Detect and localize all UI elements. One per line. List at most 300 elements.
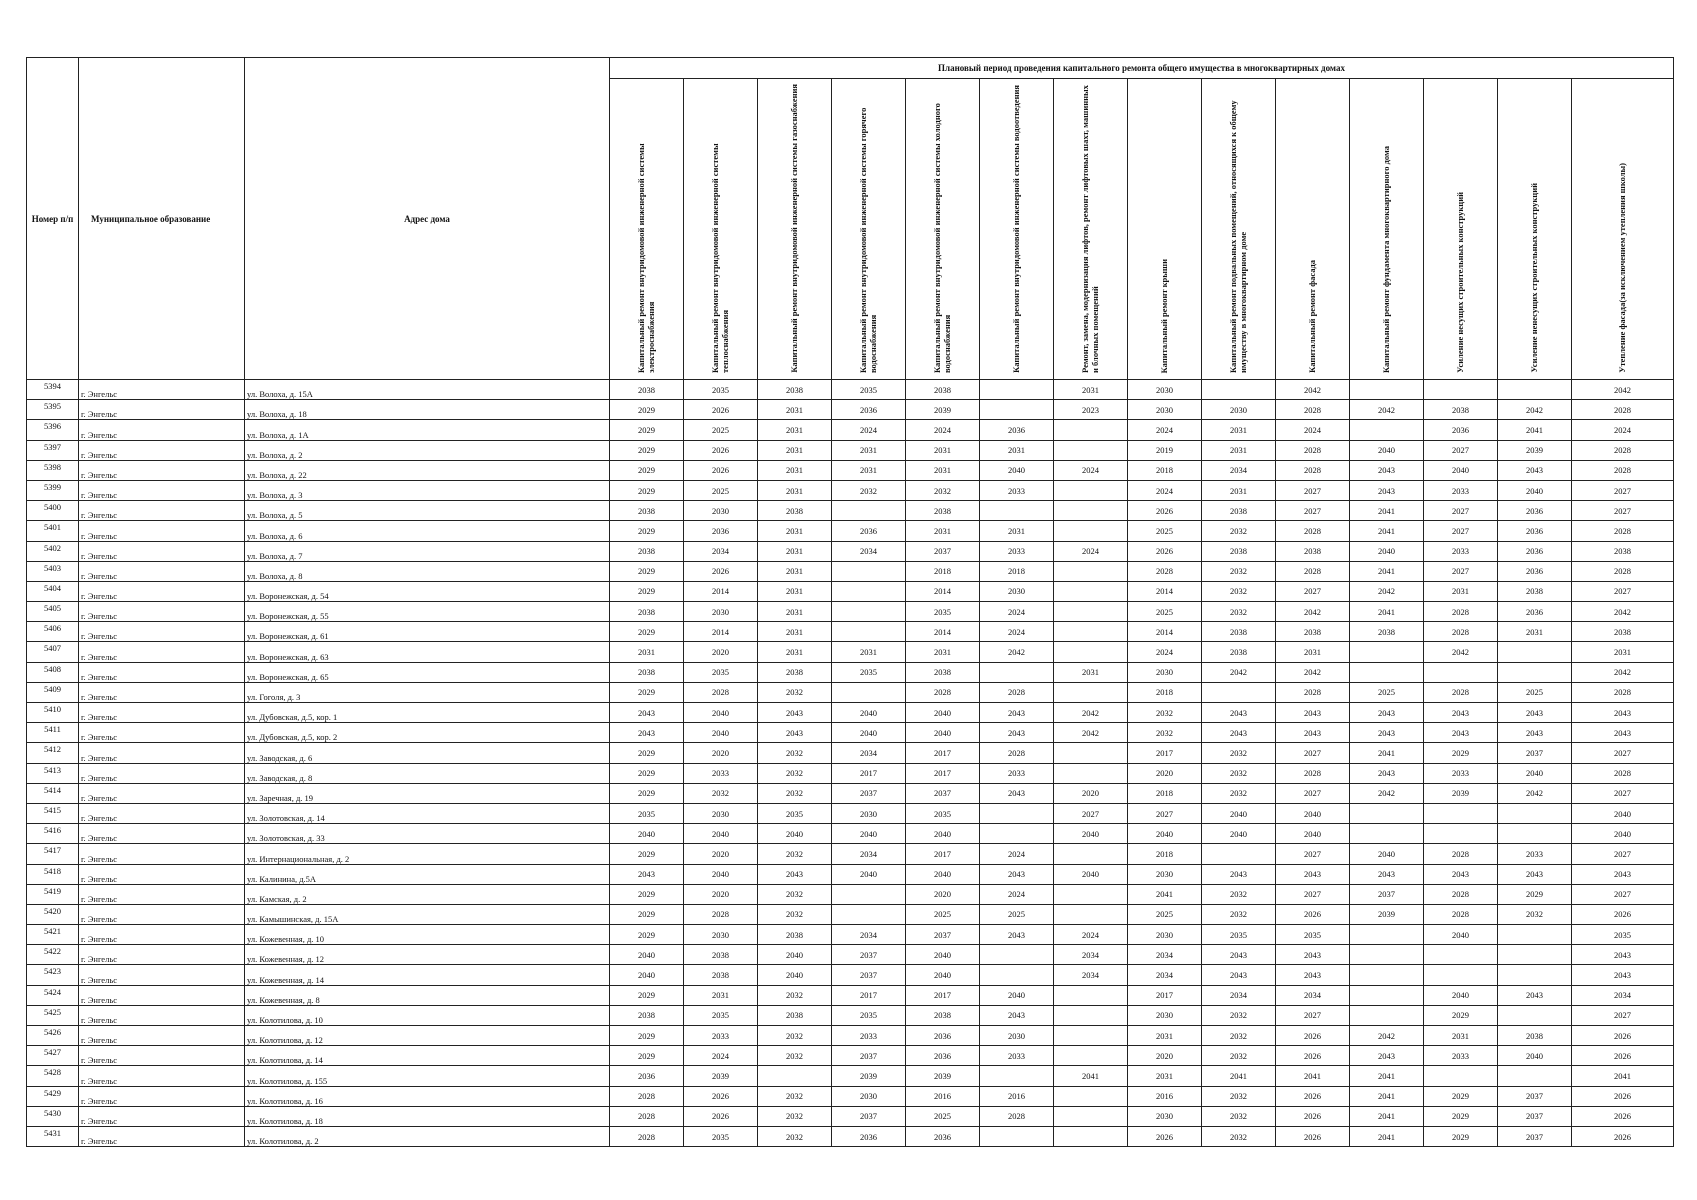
year-cell: 2014 xyxy=(906,581,980,601)
year-cell: 2030 xyxy=(1128,864,1202,884)
municipality-cell: г. Энгельс xyxy=(79,380,245,400)
year-cell: 2025 xyxy=(1128,904,1202,924)
year-cell: 2040 xyxy=(1424,925,1498,945)
year-cell: 2043 xyxy=(1276,723,1350,743)
year-cell: 2028 xyxy=(1276,400,1350,420)
year-cell xyxy=(1054,1086,1128,1106)
row-number: 5417 xyxy=(27,844,79,864)
municipality-cell: г. Энгельс xyxy=(79,662,245,682)
municipality-cell: г. Энгельс xyxy=(79,884,245,904)
year-cell xyxy=(1054,985,1128,1005)
year-cell: 2039 xyxy=(832,1066,906,1086)
year-cell: 2040 xyxy=(1054,824,1128,844)
row-number: 5398 xyxy=(27,460,79,480)
year-cell: 2017 xyxy=(832,763,906,783)
year-cell: 2035 xyxy=(1202,925,1276,945)
year-cell: 2033 xyxy=(980,541,1054,561)
year-cell: 2040 xyxy=(1424,985,1498,1005)
row-number: 5426 xyxy=(27,1026,79,1046)
year-cell: 2031 xyxy=(1128,1066,1202,1086)
year-cell xyxy=(1424,824,1498,844)
year-cell: 2037 xyxy=(1350,884,1424,904)
year-cell: 2034 xyxy=(832,541,906,561)
year-cell: 2035 xyxy=(684,380,758,400)
year-cell: 2029 xyxy=(610,743,684,763)
year-cell: 2024 xyxy=(1572,420,1674,440)
address-cell: ул. Волоха, д. 22 xyxy=(245,460,610,480)
year-cell: 2038 xyxy=(1202,642,1276,662)
year-cell: 2041 xyxy=(1350,1066,1424,1086)
year-cell xyxy=(1054,1046,1128,1066)
year-cell xyxy=(1054,743,1128,763)
year-cell xyxy=(1498,1066,1572,1086)
year-cell: 2027 xyxy=(1572,501,1674,521)
year-cell xyxy=(980,824,1054,844)
year-cell: 2031 xyxy=(1054,662,1128,682)
year-cell: 2028 xyxy=(1276,440,1350,460)
year-cell: 2029 xyxy=(610,1046,684,1066)
year-cell: 2037 xyxy=(906,783,980,803)
year-cell: 2035 xyxy=(832,1005,906,1025)
year-cell: 2024 xyxy=(980,622,1054,642)
address-cell: ул. Колотилова, д. 14 xyxy=(245,1046,610,1066)
year-cell: 2018 xyxy=(906,561,980,581)
header-work-label: Капитальный ремонт внутридомовой инженерной системы электроснабжения xyxy=(635,143,656,373)
year-cell: 2032 xyxy=(758,682,832,702)
address-cell: ул. Интернациональная, д. 2 xyxy=(245,844,610,864)
year-cell: 2027 xyxy=(1572,743,1674,763)
year-cell: 2032 xyxy=(758,1046,832,1066)
year-cell xyxy=(1498,662,1572,682)
year-cell xyxy=(832,581,906,601)
year-cell: 2018 xyxy=(1128,460,1202,480)
year-cell: 2031 xyxy=(758,622,832,642)
row-number: 5421 xyxy=(27,925,79,945)
year-cell: 2032 xyxy=(832,480,906,500)
year-cell: 2027 xyxy=(1572,844,1674,864)
municipality-cell: г. Энгельс xyxy=(79,501,245,521)
year-cell: 2025 xyxy=(684,420,758,440)
table-row xyxy=(27,844,1674,864)
year-cell: 2028 xyxy=(610,1126,684,1146)
table-row xyxy=(27,541,1674,561)
municipality-cell: г. Энгельс xyxy=(79,1086,245,1106)
year-cell: 2026 xyxy=(1276,1106,1350,1126)
year-cell: 2035 xyxy=(906,602,980,622)
year-cell: 2034 xyxy=(832,925,906,945)
year-cell: 2032 xyxy=(1202,561,1276,581)
year-cell xyxy=(1054,1026,1128,1046)
year-cell: 2032 xyxy=(1202,581,1276,601)
year-cell: 2018 xyxy=(1128,682,1202,702)
year-cell: 2032 xyxy=(1202,783,1276,803)
year-cell: 2032 xyxy=(758,783,832,803)
table-row xyxy=(27,703,1674,723)
year-cell: 2034 xyxy=(1054,965,1128,985)
year-cell: 2030 xyxy=(1128,1106,1202,1126)
year-cell: 2031 xyxy=(1128,1026,1202,1046)
address-cell: ул. Волоха, д. 7 xyxy=(245,541,610,561)
year-cell: 2031 xyxy=(610,642,684,662)
table-row xyxy=(27,581,1674,601)
year-cell: 2024 xyxy=(832,420,906,440)
year-cell: 2040 xyxy=(832,824,906,844)
year-cell: 2034 xyxy=(1128,945,1202,965)
year-cell: 2029 xyxy=(610,440,684,460)
year-cell xyxy=(1350,642,1424,662)
table-row xyxy=(27,925,1674,945)
year-cell xyxy=(1054,682,1128,702)
year-cell: 2042 xyxy=(1498,783,1572,803)
year-cell: 2024 xyxy=(1054,925,1128,945)
year-cell: 2039 xyxy=(1498,440,1572,460)
year-cell: 2029 xyxy=(610,985,684,1005)
year-cell xyxy=(980,380,1054,400)
year-cell: 2026 xyxy=(684,1086,758,1106)
capital-repair-plan-table xyxy=(26,57,1674,1147)
row-number: 5431 xyxy=(27,1126,79,1146)
year-cell: 2027 xyxy=(1424,440,1498,460)
row-number: 5413 xyxy=(27,763,79,783)
year-cell: 2037 xyxy=(1498,1126,1572,1146)
year-cell: 2041 xyxy=(1202,1066,1276,1086)
year-cell: 2014 xyxy=(1128,581,1202,601)
table-row xyxy=(27,682,1674,702)
year-cell: 2037 xyxy=(1498,743,1572,763)
year-cell: 2032 xyxy=(758,743,832,763)
address-cell: ул. Камская, д. 2 xyxy=(245,884,610,904)
year-cell: 2034 xyxy=(832,743,906,763)
table-row xyxy=(27,723,1674,743)
year-cell: 2020 xyxy=(684,743,758,763)
address-cell: ул. Воронежская, д. 54 xyxy=(245,581,610,601)
row-number: 5414 xyxy=(27,783,79,803)
year-cell: 2026 xyxy=(1572,904,1674,924)
year-cell: 2031 xyxy=(684,985,758,1005)
year-cell: 2028 xyxy=(1128,561,1202,581)
year-cell: 2037 xyxy=(906,541,980,561)
year-cell: 2031 xyxy=(758,581,832,601)
table-row xyxy=(27,440,1674,460)
year-cell: 2032 xyxy=(1128,703,1202,723)
year-cell: 2030 xyxy=(1128,925,1202,945)
year-cell xyxy=(1054,561,1128,581)
table-row xyxy=(27,380,1674,400)
year-cell: 2039 xyxy=(1424,783,1498,803)
year-cell: 2038 xyxy=(758,925,832,945)
municipality-cell: г. Энгельс xyxy=(79,743,245,763)
header-municipality: Муниципальное образование xyxy=(79,58,245,380)
year-cell: 2040 xyxy=(980,460,1054,480)
year-cell: 2032 xyxy=(758,763,832,783)
year-cell xyxy=(980,945,1054,965)
row-number: 5410 xyxy=(27,703,79,723)
year-cell: 2028 xyxy=(1424,602,1498,622)
address-cell: ул. Заводская, д. 6 xyxy=(245,743,610,763)
year-cell: 2040 xyxy=(758,965,832,985)
table-row xyxy=(27,824,1674,844)
year-cell: 2036 xyxy=(906,1126,980,1146)
row-number: 5418 xyxy=(27,864,79,884)
table-row xyxy=(27,945,1674,965)
year-cell: 2020 xyxy=(684,642,758,662)
year-cell: 2027 xyxy=(1128,803,1202,823)
year-cell: 2042 xyxy=(1350,581,1424,601)
year-cell: 2031 xyxy=(758,440,832,460)
address-cell: ул. Камышинская, д. 15А xyxy=(245,904,610,924)
row-number: 5427 xyxy=(27,1046,79,1066)
year-cell: 2038 xyxy=(610,380,684,400)
table-row xyxy=(27,743,1674,763)
year-cell: 2038 xyxy=(1202,541,1276,561)
year-cell: 2038 xyxy=(1276,541,1350,561)
municipality-cell: г. Энгельс xyxy=(79,521,245,541)
year-cell: 2027 xyxy=(1572,581,1674,601)
year-cell: 2040 xyxy=(1054,864,1128,884)
year-cell: 2026 xyxy=(1572,1046,1674,1066)
address-cell: ул. Волоха, д. 2 xyxy=(245,440,610,460)
year-cell: 2028 xyxy=(1276,460,1350,480)
year-cell: 2040 xyxy=(1498,763,1572,783)
year-cell: 2026 xyxy=(1572,1106,1674,1126)
year-cell: 2027 xyxy=(1276,501,1350,521)
year-cell: 2040 xyxy=(906,723,980,743)
header-work-11 xyxy=(1350,79,1424,380)
year-cell: 2040 xyxy=(1498,480,1572,500)
year-cell: 2043 xyxy=(980,723,1054,743)
year-cell: 2040 xyxy=(1202,824,1276,844)
table-row xyxy=(27,460,1674,480)
year-cell: 2029 xyxy=(610,763,684,783)
address-cell: ул. Калинина, д.5А xyxy=(245,864,610,884)
header-work-label: Усиление ненесущих строительных конструкций xyxy=(1528,183,1539,373)
table-row xyxy=(27,884,1674,904)
year-cell: 2035 xyxy=(1572,925,1674,945)
year-cell: 2043 xyxy=(1572,945,1674,965)
address-cell: ул. Волоха, д. 1А xyxy=(245,420,610,440)
address-cell: ул. Кожевенная, д. 12 xyxy=(245,945,610,965)
year-cell: 2034 xyxy=(1202,985,1276,1005)
year-cell: 2038 xyxy=(758,501,832,521)
municipality-cell: г. Энгельс xyxy=(79,460,245,480)
row-number: 5412 xyxy=(27,743,79,763)
year-cell xyxy=(758,1066,832,1086)
header-work-1 xyxy=(610,79,684,380)
year-cell: 2030 xyxy=(684,803,758,823)
header-work-13 xyxy=(1498,79,1572,380)
year-cell: 2035 xyxy=(684,1005,758,1025)
year-cell xyxy=(1498,925,1572,945)
address-cell: ул. Кожевенная, д. 8 xyxy=(245,985,610,1005)
address-cell: ул. Колотилова, д. 18 xyxy=(245,1106,610,1126)
year-cell: 2029 xyxy=(610,884,684,904)
row-number: 5416 xyxy=(27,824,79,844)
year-cell: 2030 xyxy=(1128,662,1202,682)
row-number: 5424 xyxy=(27,985,79,1005)
year-cell: 2043 xyxy=(1202,864,1276,884)
year-cell: 2031 xyxy=(906,460,980,480)
municipality-cell: г. Энгельс xyxy=(79,945,245,965)
year-cell: 2024 xyxy=(980,602,1054,622)
table-row xyxy=(27,965,1674,985)
year-cell: 2023 xyxy=(1054,400,1128,420)
year-cell: 2017 xyxy=(832,985,906,1005)
row-number: 5396 xyxy=(27,420,79,440)
year-cell: 2036 xyxy=(832,400,906,420)
year-cell: 2016 xyxy=(1128,1086,1202,1106)
year-cell: 2016 xyxy=(906,1086,980,1106)
year-cell: 2038 xyxy=(1424,400,1498,420)
year-cell: 2040 xyxy=(1202,803,1276,823)
year-cell: 2028 xyxy=(1572,400,1674,420)
year-cell: 2043 xyxy=(1350,1046,1424,1066)
municipality-cell: г. Энгельс xyxy=(79,783,245,803)
header-work-9 xyxy=(1202,79,1276,380)
year-cell: 2029 xyxy=(610,682,684,702)
address-cell: ул. Волоха, д. 8 xyxy=(245,561,610,581)
year-cell: 2024 xyxy=(1054,541,1128,561)
year-cell: 2039 xyxy=(906,1066,980,1086)
header-num: Номер п/п xyxy=(27,58,79,380)
year-cell xyxy=(832,602,906,622)
header-work-label: Капитальный ремонт внутридомовой инженерной системы водоотведения xyxy=(1010,85,1021,373)
year-cell: 2029 xyxy=(610,783,684,803)
year-cell xyxy=(1350,985,1424,1005)
municipality-cell: г. Энгельс xyxy=(79,864,245,884)
year-cell: 2043 xyxy=(1202,945,1276,965)
year-cell: 2032 xyxy=(1202,884,1276,904)
row-number: 5408 xyxy=(27,662,79,682)
year-cell: 2032 xyxy=(1202,1106,1276,1126)
year-cell xyxy=(1054,1126,1128,1146)
year-cell: 2026 xyxy=(1276,1046,1350,1066)
year-cell: 2028 xyxy=(1572,440,1674,460)
year-cell xyxy=(1350,420,1424,440)
year-cell xyxy=(1498,803,1572,823)
year-cell: 2031 xyxy=(1572,642,1674,662)
year-cell: 2043 xyxy=(1572,864,1674,884)
year-cell: 2031 xyxy=(758,460,832,480)
header-work-14 xyxy=(1572,79,1674,380)
address-cell: ул. Воронежская, д. 55 xyxy=(245,602,610,622)
year-cell: 2029 xyxy=(1424,1126,1498,1146)
row-number: 5420 xyxy=(27,904,79,924)
year-cell: 2017 xyxy=(906,985,980,1005)
year-cell: 2043 xyxy=(758,723,832,743)
year-cell: 2043 xyxy=(1276,864,1350,884)
year-cell xyxy=(980,1066,1054,1086)
year-cell: 2043 xyxy=(1424,864,1498,884)
year-cell: 2040 xyxy=(610,965,684,985)
municipality-cell: г. Энгельс xyxy=(79,682,245,702)
year-cell: 2043 xyxy=(610,723,684,743)
year-cell: 2043 xyxy=(1350,480,1424,500)
year-cell: 2028 xyxy=(1572,763,1674,783)
year-cell: 2030 xyxy=(1128,380,1202,400)
address-cell: ул. Заводская, д. 8 xyxy=(245,763,610,783)
year-cell: 2033 xyxy=(980,1046,1054,1066)
year-cell: 2031 xyxy=(1202,420,1276,440)
year-cell: 2043 xyxy=(1498,703,1572,723)
year-cell: 2020 xyxy=(684,844,758,864)
header-work-label: Капитальный ремонт внутридомовой инженерной системы теплоснабжения xyxy=(709,143,730,373)
year-cell: 2025 xyxy=(1498,682,1572,702)
year-cell: 2041 xyxy=(1350,521,1424,541)
year-cell: 2043 xyxy=(1276,703,1350,723)
year-cell: 2041 xyxy=(1350,501,1424,521)
year-cell: 2017 xyxy=(906,844,980,864)
year-cell: 2033 xyxy=(832,1026,906,1046)
row-number: 5404 xyxy=(27,581,79,601)
year-cell: 2031 xyxy=(1498,622,1572,642)
year-cell: 2029 xyxy=(1424,1005,1498,1025)
year-cell: 2031 xyxy=(758,602,832,622)
year-cell: 2017 xyxy=(906,743,980,763)
year-cell: 2042 xyxy=(1572,602,1674,622)
year-cell: 2042 xyxy=(1350,783,1424,803)
year-cell: 2029 xyxy=(610,420,684,440)
year-cell: 2034 xyxy=(1202,460,1276,480)
address-cell: ул. Золотовская, д. 33 xyxy=(245,824,610,844)
municipality-cell: г. Энгельс xyxy=(79,581,245,601)
year-cell: 2035 xyxy=(832,662,906,682)
year-cell: 2038 xyxy=(906,662,980,682)
year-cell: 2033 xyxy=(1424,480,1498,500)
address-cell: ул. Воронежская, д. 61 xyxy=(245,622,610,642)
year-cell: 2037 xyxy=(832,783,906,803)
header-address: Адрес дома xyxy=(245,58,610,380)
year-cell xyxy=(1424,945,1498,965)
year-cell: 2033 xyxy=(1498,844,1572,864)
row-number: 5430 xyxy=(27,1106,79,1126)
year-cell: 2036 xyxy=(610,1066,684,1086)
year-cell: 2026 xyxy=(1128,541,1202,561)
row-number: 5428 xyxy=(27,1066,79,1086)
year-cell: 2041 xyxy=(1350,743,1424,763)
year-cell: 2031 xyxy=(1202,480,1276,500)
year-cell xyxy=(1054,904,1128,924)
year-cell: 2043 xyxy=(1350,864,1424,884)
year-cell: 2027 xyxy=(1276,743,1350,763)
year-cell: 2036 xyxy=(1498,521,1572,541)
year-cell xyxy=(832,501,906,521)
year-cell: 2032 xyxy=(758,985,832,1005)
year-cell: 2031 xyxy=(758,642,832,662)
year-cell xyxy=(832,904,906,924)
year-cell: 2038 xyxy=(906,380,980,400)
address-cell: ул. Воронежская, д. 63 xyxy=(245,642,610,662)
year-cell: 2032 xyxy=(758,904,832,924)
year-cell: 2031 xyxy=(1202,440,1276,460)
year-cell: 2041 xyxy=(1350,602,1424,622)
year-cell: 2032 xyxy=(684,783,758,803)
year-cell: 2024 xyxy=(1128,480,1202,500)
table-row xyxy=(27,561,1674,581)
row-number: 5409 xyxy=(27,682,79,702)
address-cell: ул. Гоголя, д. 3 xyxy=(245,682,610,702)
year-cell: 2029 xyxy=(610,400,684,420)
year-cell: 2040 xyxy=(1276,824,1350,844)
year-cell: 2040 xyxy=(610,824,684,844)
year-cell xyxy=(1350,925,1424,945)
year-cell: 2038 xyxy=(1572,541,1674,561)
year-cell: 2042 xyxy=(1054,723,1128,743)
row-number: 5425 xyxy=(27,1005,79,1025)
year-cell xyxy=(1054,622,1128,642)
year-cell xyxy=(1054,420,1128,440)
year-cell: 2032 xyxy=(758,1026,832,1046)
year-cell xyxy=(832,884,906,904)
